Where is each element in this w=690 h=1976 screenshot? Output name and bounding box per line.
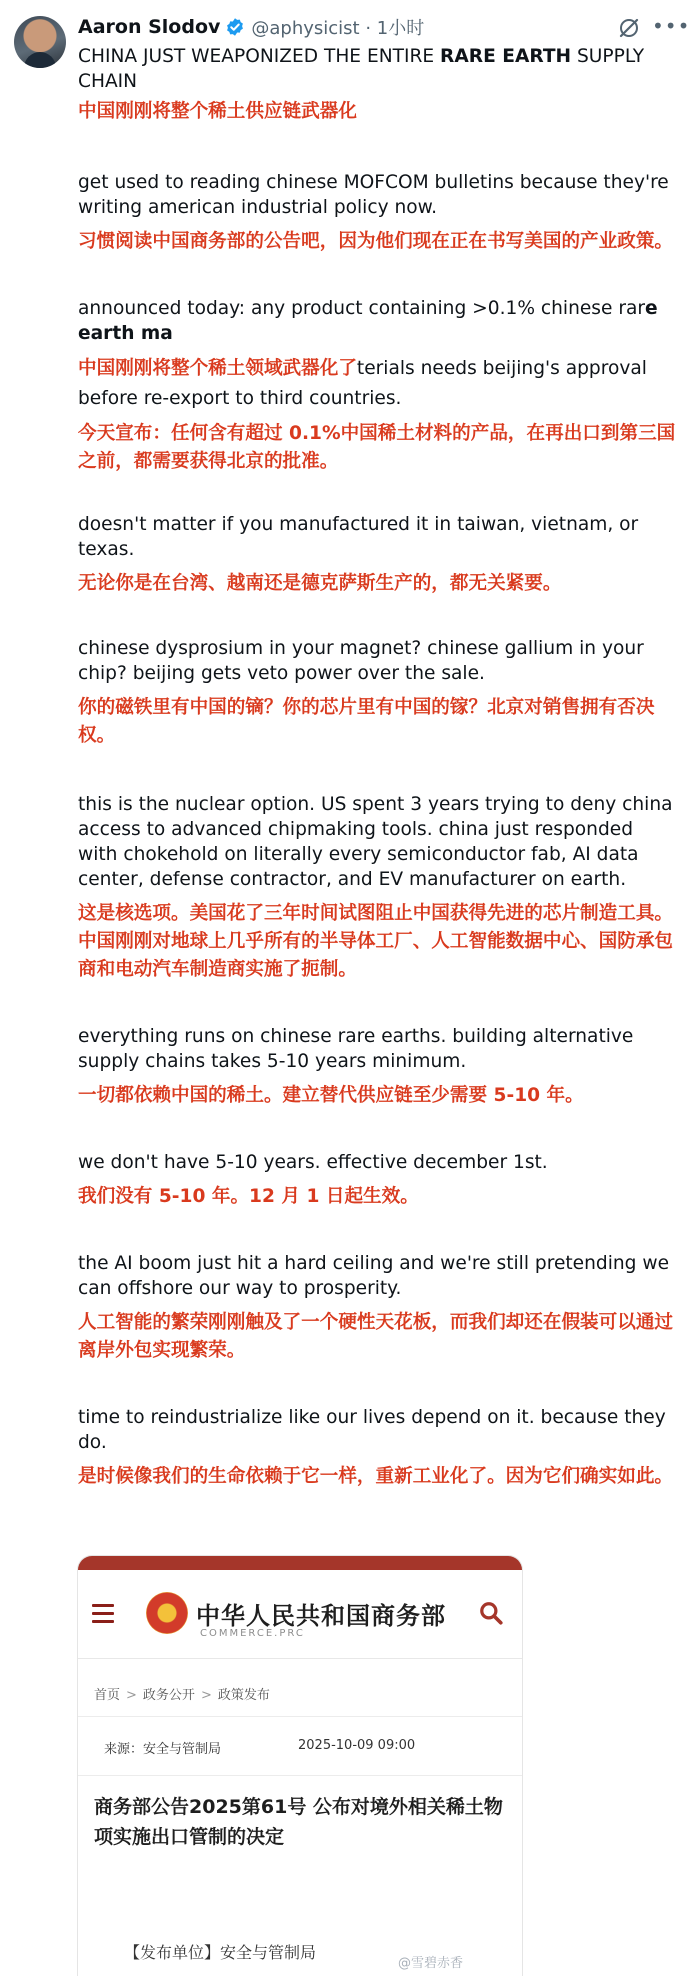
translation-inline: 中国刚刚将整个稀土领域武器化了 bbox=[78, 358, 357, 379]
headline-text: CHINA JUST WEAPONIZED THE ENTIRE bbox=[78, 46, 441, 67]
translation-line: 一切都依赖中国的稀土。建立替代供应链至少需要 5-10 年。 bbox=[78, 1085, 584, 1106]
watermark: @雪碧赤香 bbox=[398, 1956, 464, 1971]
embedded-website-screenshot[interactable] bbox=[78, 1556, 522, 1976]
paragraph-fragment: earth ma bbox=[78, 323, 173, 344]
paragraph-text: this is the nuclear option. US spent 3 years trying to deny china access to advanced chipmaking tools. china just responded with chokehold on literally every semiconductor fab, AI data center, defense contractor, and EV manufacturer on earth. bbox=[78, 794, 673, 890]
announcement-body-line: 【发布单位】安全与管制局 bbox=[124, 1943, 317, 1962]
breadcrumb bbox=[94, 1684, 270, 1703]
announcement-title: 商务部公告2025第61号 公布对境外相关稀土物项实施出口管制的决定 bbox=[94, 1796, 503, 1848]
paragraph-text: chinese dysprosium in your magnet? chinese gallium in your chip? beijing gets veto power over the sale. bbox=[78, 638, 644, 684]
tweet-body bbox=[78, 44, 678, 1491]
site-title: 中华人民共和国商务部 bbox=[196, 1601, 446, 1630]
headline-bold-text: RARE EARTH bbox=[440, 46, 572, 67]
paragraph-fragment: e bbox=[645, 298, 658, 319]
translation-line: 你的磁铁里有中国的镝？你的芯片里有中国的镓？北京对销售拥有否决权。 bbox=[78, 697, 655, 746]
author-handle-time[interactable]: @aphysicist · 1小时 bbox=[251, 18, 425, 39]
paragraph-fragment: before re-export to third countries. bbox=[78, 388, 402, 409]
hamburger-menu-icon[interactable] bbox=[92, 1604, 114, 1622]
translation-line: 中国刚刚将整个稀土供应链武器化 bbox=[78, 101, 357, 122]
translation-line: 这是核选项。美国花了三年时间试图阻止中国获得先进的芯片制造工具。中国刚刚对地球上几乎所有的半导体工厂、人工智能数据中心、国防承包商和电动汽车制造商实施了扼制。 bbox=[78, 903, 674, 980]
headline-text-end: SUPPLY CHAIN bbox=[78, 46, 645, 92]
national-emblem-icon bbox=[146, 1592, 188, 1634]
translation-line: 是时候像我们的生命依赖于它一样，重新工业化了。因为它们确实如此。 bbox=[78, 1466, 674, 1487]
translation-line: 我们没有 5-10 年。12 月 1 日起生效。 bbox=[78, 1186, 419, 1207]
paragraph-text: the AI boom just hit a hard ceiling and we're still pretending we can offshore our way to prosperity. bbox=[78, 1253, 670, 1299]
publish-date: 2025-10-09 09:00 bbox=[298, 1738, 416, 1753]
author-avatar[interactable] bbox=[14, 16, 66, 68]
translation-line: 无论你是在台湾、越南还是德克萨斯生产的，都无关紧要。 bbox=[78, 573, 562, 594]
paragraph-text: we don't have 5-10 years. effective december 1st. bbox=[78, 1152, 548, 1173]
paragraph-text bbox=[78, 296, 678, 346]
author-name[interactable]: Aaron Slodov bbox=[78, 16, 221, 38]
translation-line: 习惯阅读中国商务部的公告吧，因为他们现在正在书写美国的产业政策。 bbox=[78, 231, 674, 252]
more-icon[interactable]: ••• bbox=[652, 14, 690, 38]
translation-line: 人工智能的繁荣刚刚触及了一个硬性天花板，而我们却还在假装可以通过离岸外包实现繁荣。 bbox=[78, 1312, 674, 1361]
paragraph-text: everything runs on chinese rare earths. building alternative supply chains takes 5-10 years minimum. bbox=[78, 1026, 634, 1072]
grok-icon[interactable] bbox=[617, 16, 641, 40]
breadcrumb-separator: > bbox=[126, 1688, 137, 1703]
verified-badge-icon bbox=[225, 17, 245, 37]
breadcrumb-separator: > bbox=[200, 1688, 212, 1703]
paragraph-text: doesn't matter if you manufactured it in taiwan, vietnam, or texas. bbox=[78, 514, 639, 560]
paragraph-text: time to reindustrialize like our lives depend on it. because they do. bbox=[78, 1407, 666, 1453]
site-subtitle: COMMERCE.PRC bbox=[200, 1628, 305, 1639]
post-headline bbox=[78, 44, 678, 94]
breadcrumb-policy[interactable]: 政策发布 bbox=[217, 1688, 270, 1703]
source-label: 来源：安全与管制局 bbox=[104, 1742, 222, 1757]
paragraph-fragment: terials needs beijing's approval bbox=[356, 358, 647, 379]
tweet-header bbox=[78, 14, 424, 40]
source-row bbox=[78, 1716, 522, 1776]
mixed-paragraph bbox=[78, 354, 678, 414]
site-header bbox=[78, 1570, 522, 1659]
breadcrumb-home[interactable]: 首页 bbox=[94, 1688, 121, 1703]
search-icon[interactable] bbox=[478, 1600, 504, 1626]
site-top-bar bbox=[78, 1556, 522, 1570]
translation-line: 今天宣布：任何含有超过 0.1%中国稀土材料的产品，在再出口到第三国之前，都需要获得北京的批准。 bbox=[78, 423, 676, 472]
paragraph-text: get used to reading chinese MOFCOM bulletins because they're writing american industrial policy now. bbox=[78, 172, 669, 218]
breadcrumb-gov-affairs[interactable]: 政务公开 bbox=[142, 1688, 195, 1703]
paragraph-fragment: announced today: any product containing >0.1% chinese rar bbox=[78, 298, 646, 319]
